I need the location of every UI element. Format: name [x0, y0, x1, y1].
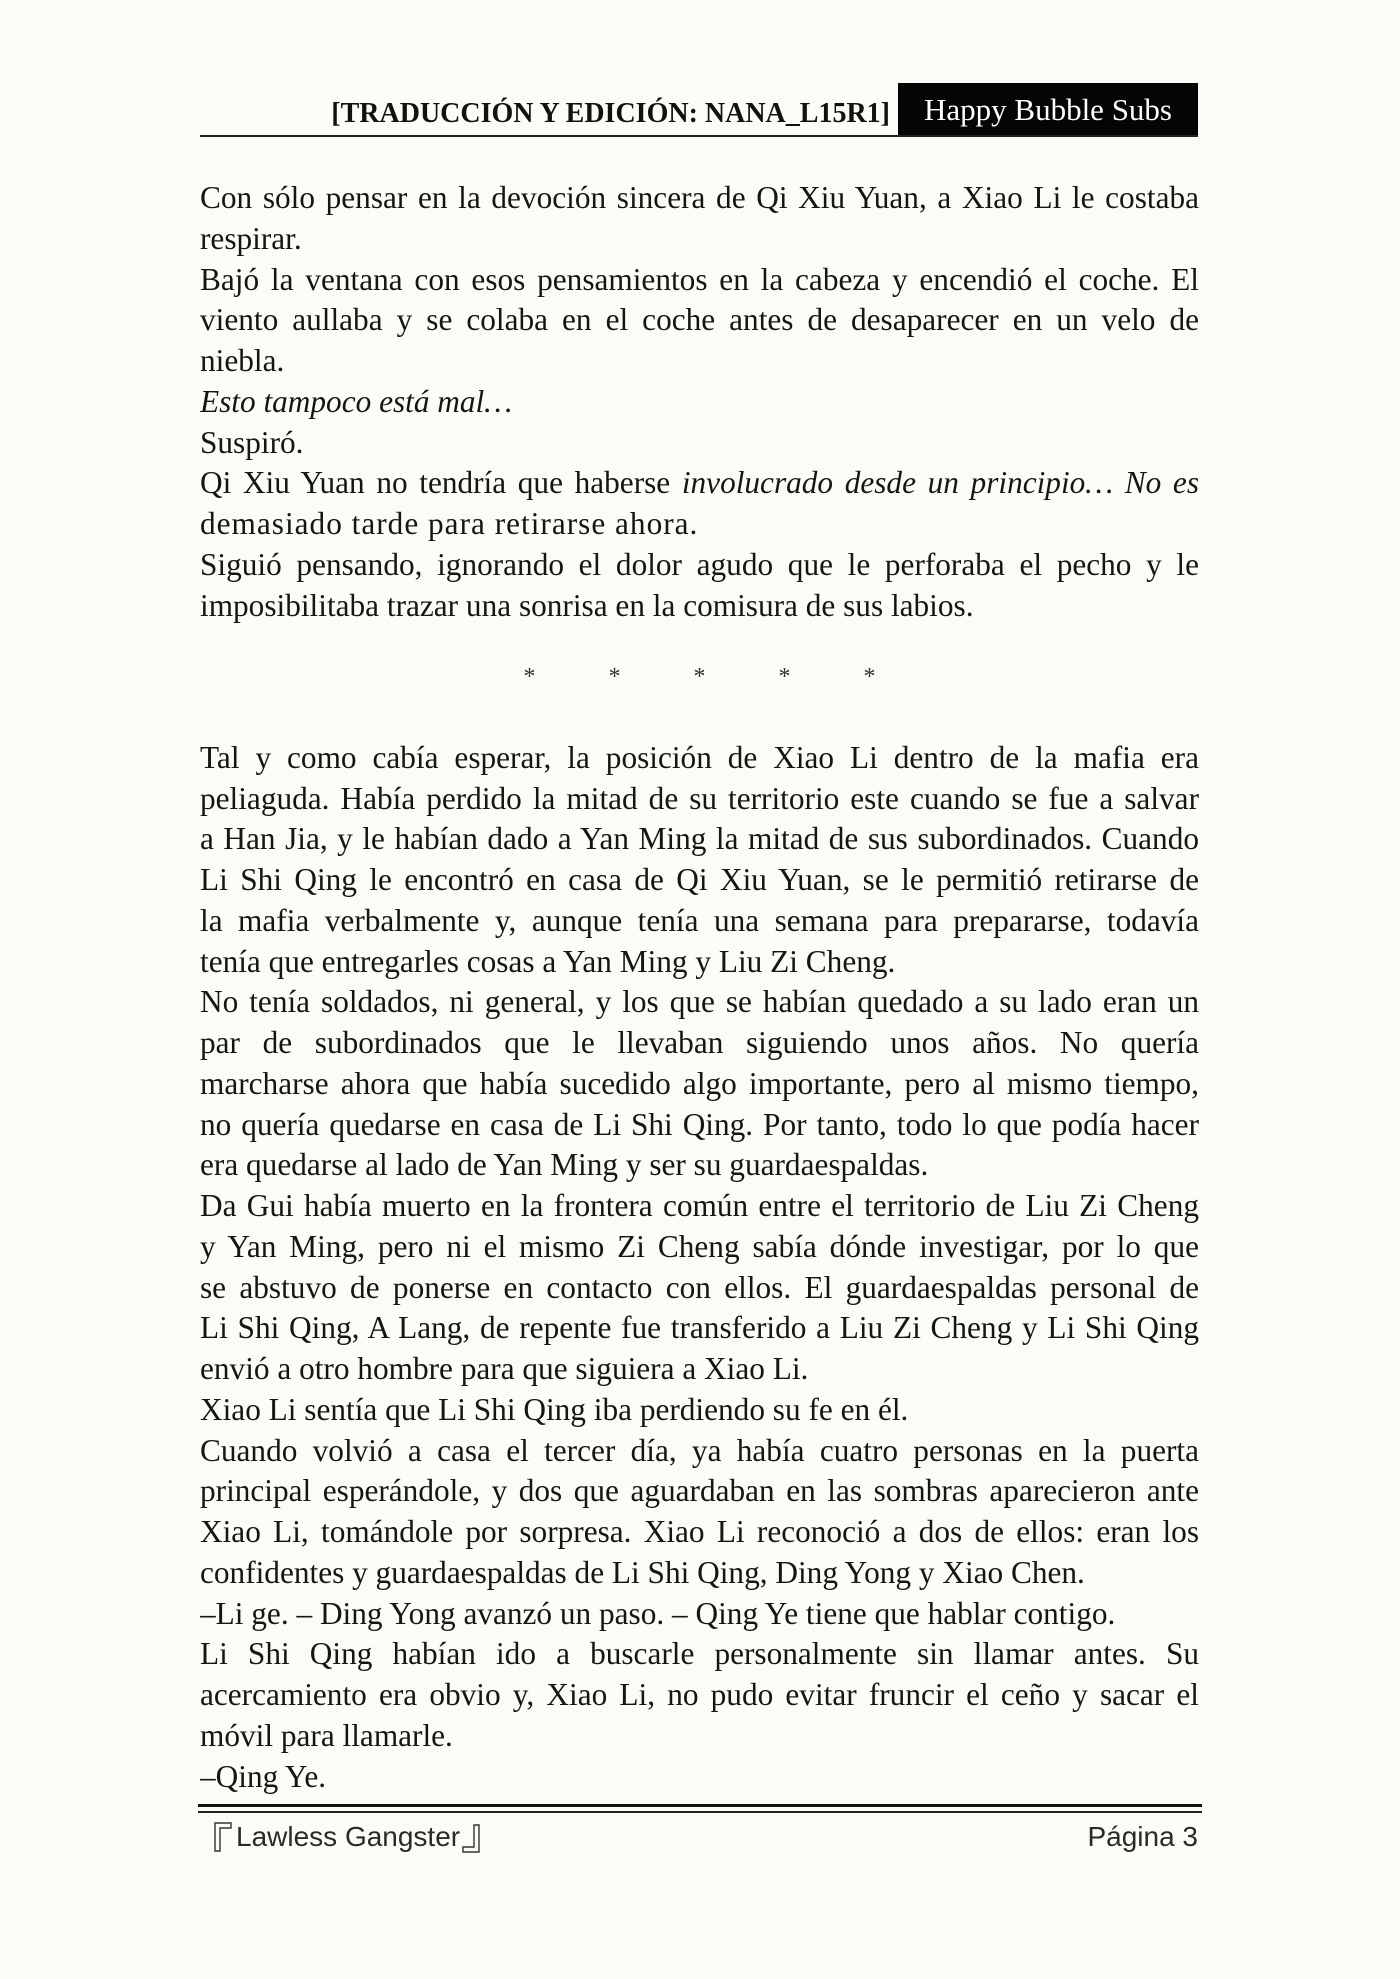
asterisk: * — [863, 664, 876, 691]
italic-text-line: Esto tampoco está mal… — [200, 383, 513, 419]
text-line: envió a otro hombre para que siguiera a Xiao Li. — [200, 1351, 809, 1386]
text-line: peliaguda. Había perdido la mitad de su territorio este cuando se fue a salvar — [200, 780, 1199, 816]
text-line: no quería quedarse en casa de Li Shi Qing. Por tanto, todo lo que podía hacer — [200, 1106, 1199, 1142]
text-line: tenía que entregarles cosas a Yan Ming y Liu Zi Cheng. — [200, 943, 896, 979]
text-line: Li Shi Qing habían ido a buscarle personalmente sin llamar antes. Su — [200, 1636, 1199, 1672]
text-line: la mafia verbalmente y, aunque tenía una semana para prepararse, todavía — [200, 902, 1199, 938]
book-title — [212, 1820, 482, 1854]
asterisk: * — [693, 664, 706, 691]
translator-credit: [TRADUCCIÓN Y EDICIÓN: NANA_L15R1] — [331, 98, 890, 129]
text-line: Cuando volvió a casa el tercer día, ya había cuatro personas en la puerta — [200, 1432, 1199, 1468]
text-line: y Yan Ming, pero ni el mismo Zi Cheng sabía dónde investigar, por lo que — [200, 1228, 1199, 1264]
text-line: –Li ge. – Ding Yong avanzó un paso. – Qing Ye tiene que hablar contigo. — [200, 1595, 1116, 1631]
group-name-badge: Happy Bubble Subs — [898, 83, 1198, 136]
text-line: viento aullaba y se colaba en el coche antes de desaparecer en un velo de — [200, 302, 1199, 338]
asterisk: * — [778, 664, 791, 691]
text-line: marcharse ahora que había sucedido algo importante, pero al mismo tiempo, — [200, 1065, 1199, 1101]
mixed-text-line — [200, 463, 1199, 504]
section-two — [200, 738, 1199, 1798]
header-rule — [200, 135, 1198, 137]
text-line: se abstuvo de ponerse en contacto con ellos. El guardaespaldas personal de — [200, 1269, 1199, 1305]
text-line: Xiao Li sentía que Li Shi Qing iba perdiendo su fe en él. — [200, 1391, 909, 1427]
text-line: Li Shi Qing, A Lang, de repente fue transferido a Liu Zi Cheng y Li Shi Qing — [200, 1310, 1199, 1346]
italic-text: involucrado desde un principio… No es — [681, 465, 1199, 501]
text-line: No tenía soldados, ni general, y los que se habían quedado a su lado eran un — [200, 984, 1199, 1020]
footer-rule-thin — [198, 1811, 1202, 1813]
text-line: respirar. — [200, 220, 302, 256]
text-line: par de subordinados que le llevaban siguiendo unos años. No quería — [200, 1025, 1199, 1060]
text-line: –Qing Ye. — [200, 1758, 327, 1794]
book-title-text: Lawless Gangster — [236, 1821, 461, 1852]
text-line: Xiao Li, tomándole por sorpresa. Xiao Li reconoció a dos de ellos: eran los — [200, 1514, 1199, 1549]
text-line: Suspiró. — [200, 424, 304, 460]
footer-rule-thick — [198, 1804, 1202, 1807]
plain-text: Qi Xiu Yuan no tendría que haberse — [200, 465, 682, 501]
section-one — [200, 178, 1199, 626]
text-line: móvil para llamarle. — [200, 1717, 453, 1753]
text-line: Con sólo pensar en la devoción sincera de Qi Xiu Yuan, a Xiao Li le costaba — [200, 180, 1199, 215]
close-corner-bracket — [460, 1820, 482, 1854]
text-line: imposibilitaba trazar una sonrisa en la comisura de sus labios. — [200, 587, 974, 623]
text-line: Tal y como cabía esperar, la posición de Xiao Li dentro de la mafia era — [200, 739, 1199, 775]
section-separator — [200, 626, 1199, 738]
text-line: confidentes y guardaespaldas de Li Shi Qing, Ding Yong y Xiao Chen. — [200, 1554, 1085, 1590]
text-line: niebla. — [200, 343, 285, 378]
asterisk: * — [608, 664, 621, 691]
open-corner-bracket — [212, 1820, 236, 1854]
text-line: Da Gui había muerto en la frontera común entre el territorio de Liu Zi Cheng — [200, 1188, 1199, 1223]
chapter-text — [200, 178, 1199, 1797]
page-number: Página 3 — [1087, 1821, 1198, 1852]
text-line: principal esperándole, y dos que aguardaban en las sombras aparecieron ante — [200, 1473, 1199, 1509]
text-line: Bajó la ventana con esos pensamientos en la cabeza y encendió el coche. El — [200, 261, 1199, 297]
text-line: a Han Jia, y le habían dado a Yan Ming la mitad de sus subordinados. Cuando — [200, 821, 1199, 857]
text-line: era quedarse al lado de Yan Ming y ser su guardaespaldas. — [200, 1147, 929, 1183]
text-line: acercamiento era obvio y, Xiao Li, no pudo evitar fruncir el ceño y sacar el — [200, 1677, 1199, 1712]
text-line: Siguió pensando, ignorando el dolor agudo que le perforaba el pecho y le — [200, 546, 1199, 582]
text-line: Li Shi Qing le encontró en casa de Qi Xiu Yuan, se le permitió retirarse de — [200, 862, 1199, 897]
asterisk: * — [523, 664, 536, 691]
text-line: demasiado tarde para retirarse ahora. — [200, 506, 699, 541]
